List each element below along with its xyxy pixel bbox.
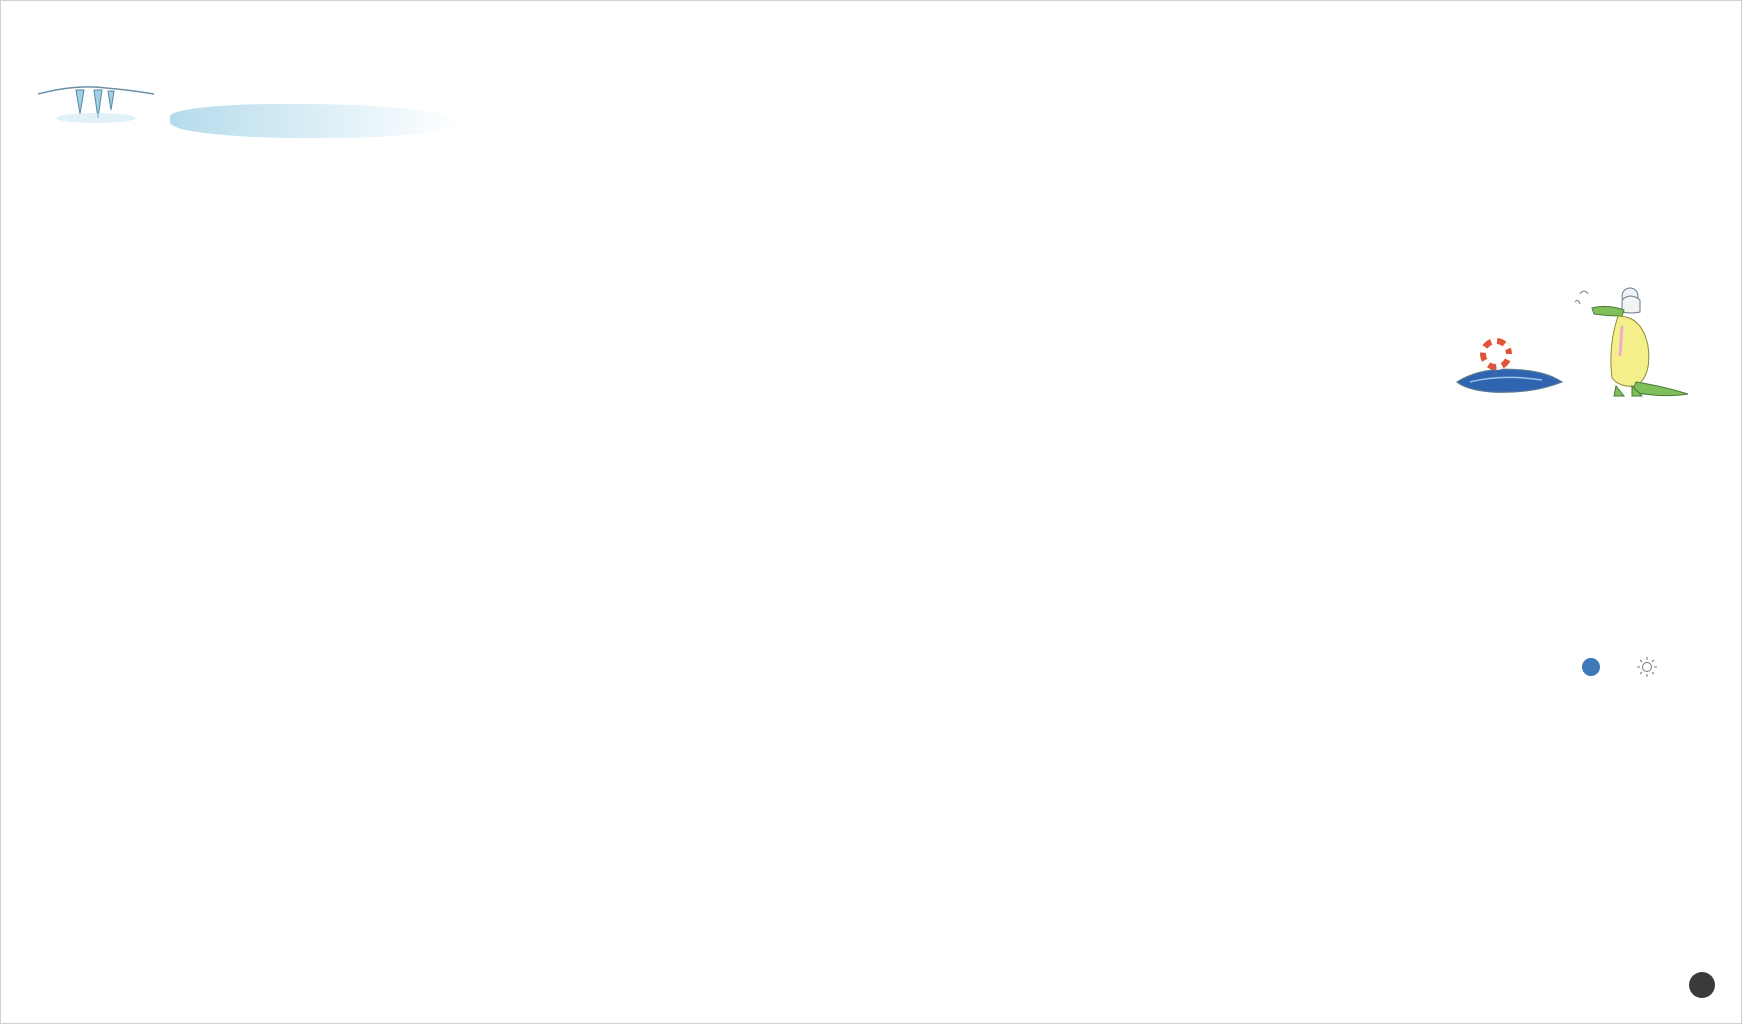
title-watercolor bbox=[170, 104, 460, 138]
icicle-icon bbox=[36, 80, 156, 130]
week-sheet bbox=[0, 512, 1742, 1024]
week-lines bbox=[0, 512, 1742, 1024]
crocodile-illustration bbox=[1452, 286, 1697, 412]
moon-icon bbox=[1582, 658, 1600, 676]
brand-logo bbox=[1689, 972, 1715, 998]
sun-icon bbox=[1636, 656, 1658, 678]
month-title bbox=[170, 52, 450, 144]
notes-sheet bbox=[0, 0, 1742, 458]
sun-moon-times bbox=[1582, 655, 1682, 685]
